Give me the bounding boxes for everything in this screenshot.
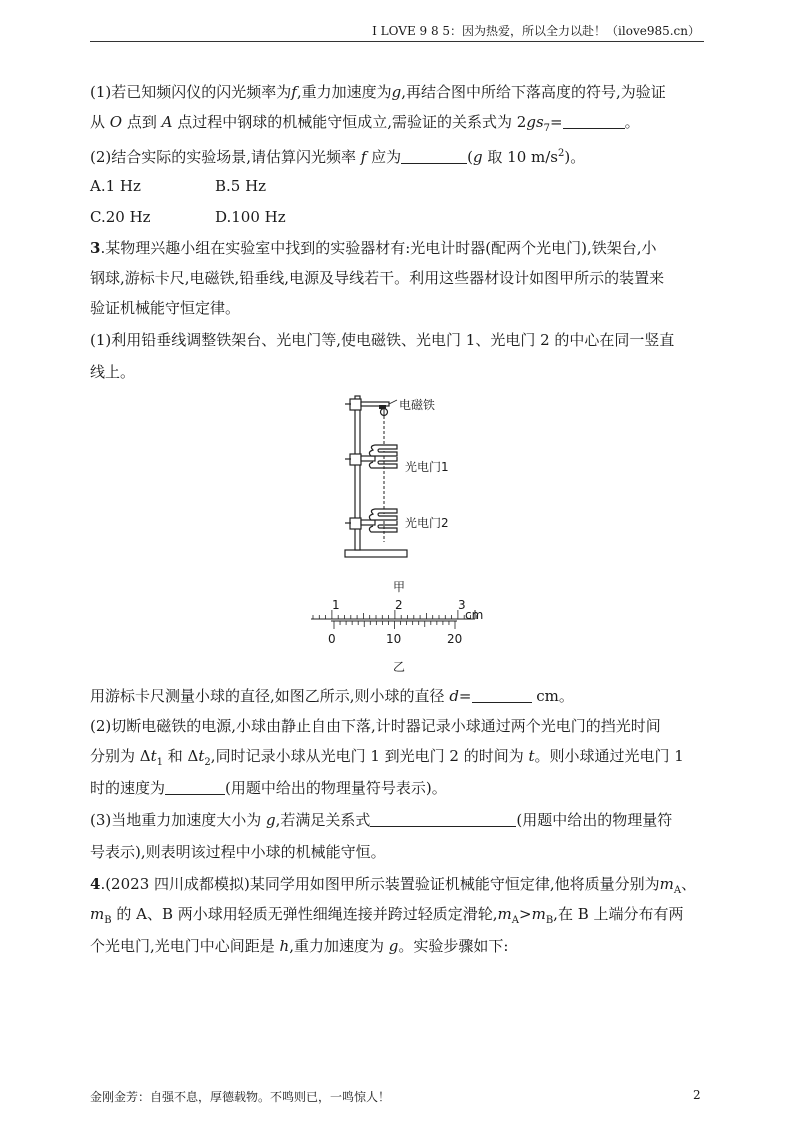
option-b[interactable]: B.5 Hz [215, 177, 267, 195]
stand-base [345, 550, 407, 557]
q2-part1-line1: (1)若已知频闪仪的闪光频率为f,重力加速度为g,再结合图中所给下落高度的符号,为验证 [90, 83, 666, 101]
q3-part1-line2: 线上。 [90, 363, 136, 381]
q3-intro-line3: 验证机械能守恒定律。 [90, 299, 241, 317]
label-fig-jia: 甲 [393, 580, 406, 594]
main-tick-label: 3 [458, 598, 466, 612]
q3-part1-line3: 用游标卡尺测量小球的直径,如图乙所示,则小球的直径 d= cm。 [90, 687, 574, 705]
option-d[interactable]: D.100 Hz [215, 208, 286, 226]
vernier-tick-label: 10 [386, 632, 402, 646]
q3-intro-line1: 3.某物理兴趣小组在实验室中找到的实验器材有:光电计时器(配两个光电门),铁架台,小 [90, 239, 657, 257]
main-unit-label: cm [465, 608, 484, 622]
option-a[interactable]: A.1 Hz [90, 177, 141, 195]
main-tick-label: 1 [332, 598, 340, 612]
q3-part1-line1: (1)利用铅垂线调整铁架台、光电门等,使电磁铁、光电门 1、光电门 2 的中心在同一竖直 [90, 331, 675, 349]
vernier-tick-label: 20 [447, 632, 463, 646]
label-electromagnet: 电磁铁 [399, 398, 436, 412]
header-rule [90, 41, 704, 42]
answer-blank[interactable] [563, 114, 625, 129]
label-fig-yi: 乙 [393, 660, 406, 674]
q3-part2-line3: 时的速度为 (用题中给出的物理量符号表示)。 [90, 779, 447, 797]
q4-line3: 个光电门,光电门中心间距是 h,重力加速度为 g。实验步骤如下: [90, 937, 509, 955]
option-c[interactable]: C.20 Hz [90, 208, 151, 226]
page-header: I LOVE 9 8 5：因为热爱，所以全力以赴！（ilove985.cn） [372, 24, 700, 38]
photogate-2 [369, 509, 397, 520]
answer-blank[interactable] [472, 688, 532, 703]
q3-part3-line2: 号表示),则表明该过程中小球的机械能守恒。 [90, 843, 386, 861]
q3-intro-line2: 钢球,游标卡尺,电磁铁,铅垂线,电源及导线若干。利用这些器材设计如图甲所示的装置来 [90, 269, 665, 287]
q4-line2: $m_B$ 的 A、B 两小球用轻质无弹性细绳连接并跨过轻质定滑轮$,m_A>m_B$,在 B 上端分布有两 [90, 905, 684, 926]
label-gate-2: 光电门2 [405, 516, 449, 530]
answer-blank[interactable] [165, 780, 225, 795]
answer-blank[interactable] [401, 149, 467, 164]
q2-part1-line2: 从 O 点到 A 点过程中钢球的机械能守恒成立,需验证的关系式为 $2gs_7=$ 。 [90, 113, 640, 134]
q3-part2-line1: (2)切断电磁铁的电源,小球由静止自由下落,计时器记录小球通过两个光电门的挡光时间 [90, 717, 661, 735]
q2-part2: (2)结合实际的实验场景,请估算闪光频率 f 应为 (g 取 10 $m/s^2$)。 [90, 148, 586, 166]
photogate-1 [369, 445, 397, 456]
vernier-tick-label: 0 [328, 632, 336, 646]
q3-part2-line2: 分别为 $\Delta t_1$ 和 $\Delta t_2$,同时记录小球从光电门 1 到光电门 2 的时间为 t。则小球通过光电门 1 [90, 747, 684, 768]
apparatus-figure [335, 392, 465, 564]
page-number: 2 [693, 1088, 701, 1102]
q4-line1: 4.(2023 四川成都模拟)某同学用如图甲所示装置验证机械能守恒定律,他将质量分别为$m_A$、 [90, 875, 697, 896]
q3-part3-line1: (3)当地重力加速度大小为 g,若满足关系式 (用题中给出的物理量符 [90, 811, 673, 829]
label-gate-1: 光电门1 [405, 460, 449, 474]
main-tick-label: 2 [395, 598, 403, 612]
footer-motto: 金刚金芳：自强不息，厚德载物。不鸣则已，一鸣惊人！ [90, 1090, 391, 1104]
answer-blank[interactable] [370, 812, 516, 827]
